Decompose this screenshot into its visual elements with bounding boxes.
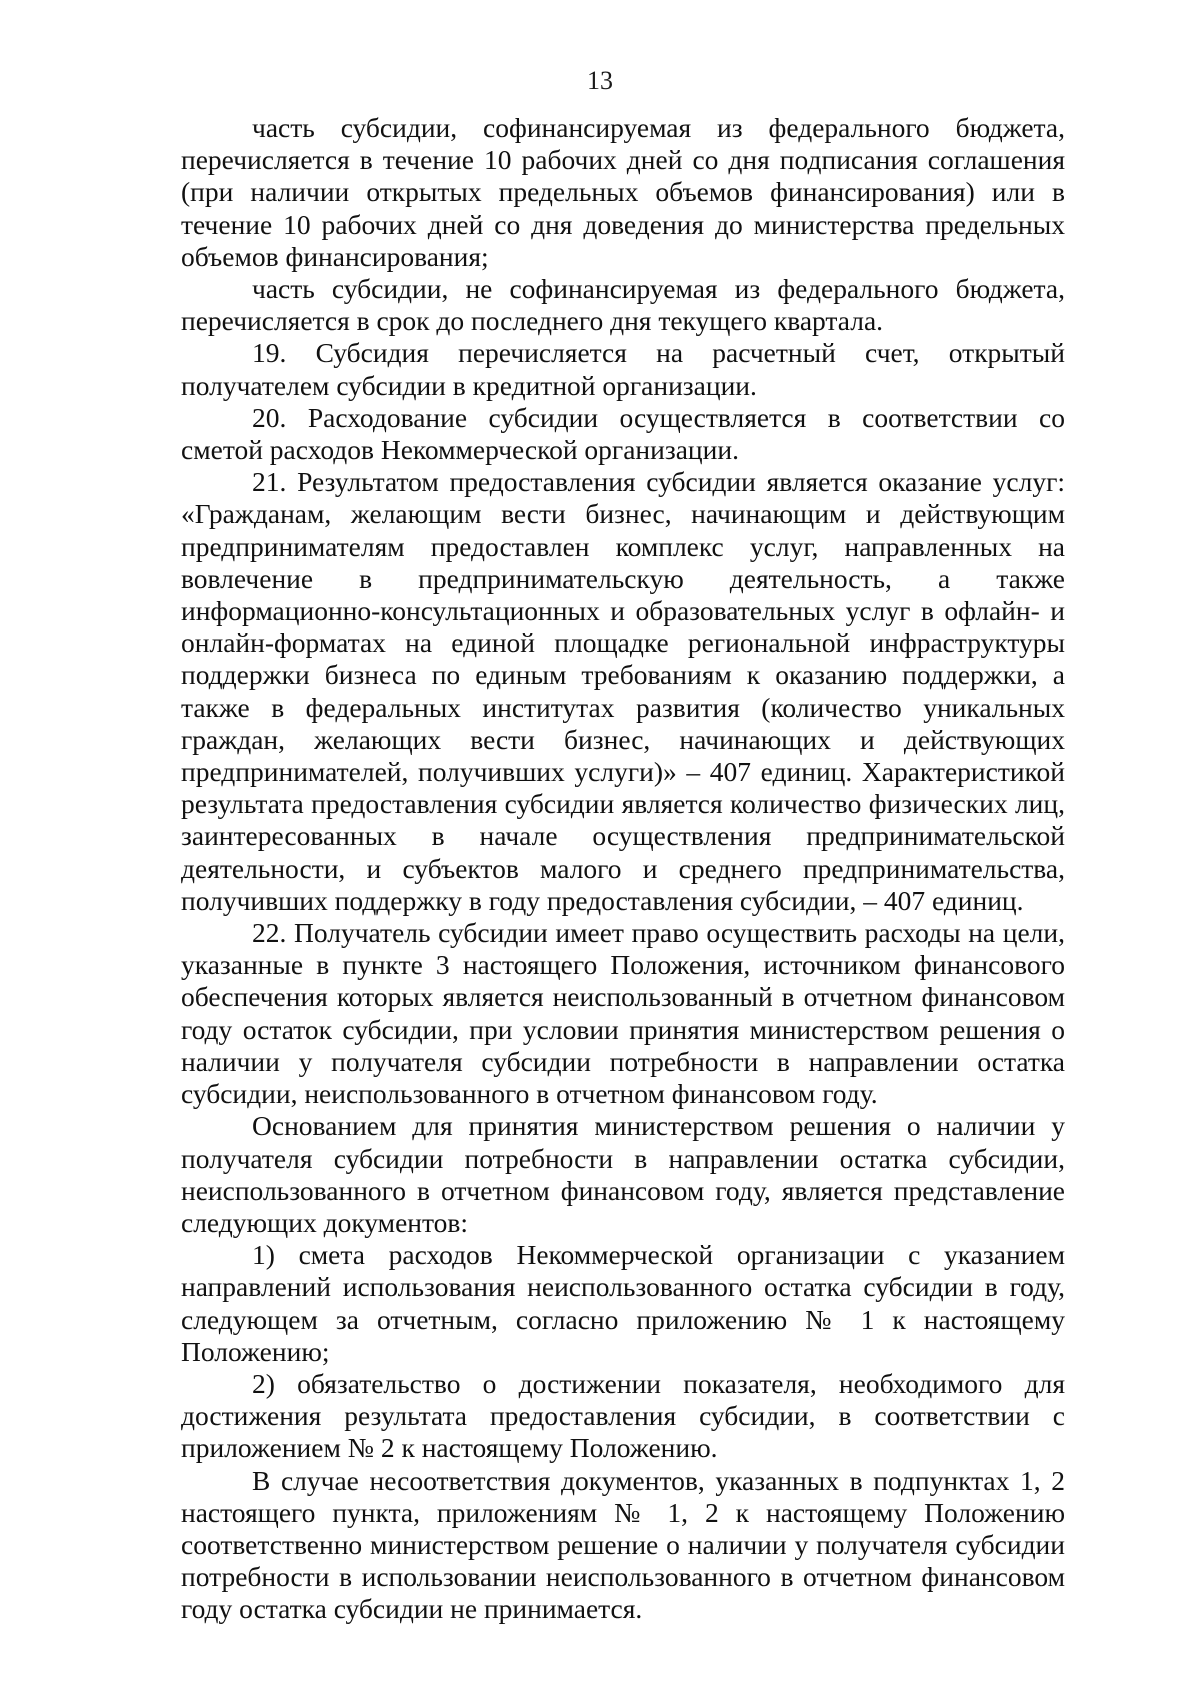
paragraph-basis-for-decision: Основанием для принятия министерством решения о наличии у получателя субсидии потребности в направлении остатка субсидии, неиспользованного в отчетном финансовом году, является представление следующих документов:: [181, 1110, 1065, 1238]
paragraph-item-19: 19. Субсидия перечисляется на расчетный счет, открытый получателем субсидии в кредитной организации.: [181, 337, 1065, 401]
paragraph-noncompliance: В случае несоответствия документов, указанных в подпунктах 1, 2 настоящего пункта, приложениям № 1, 2 к настоящему Положению соответственно министерством решение о наличии у получателя субсидии потребности в использовании неиспользованного в отчетном финансовом году остатка субсидии не принимается.: [181, 1464, 1065, 1625]
paragraph-item-22: 22. Получатель субсидии имеет право осуществить расходы на цели, указанные в пункте 3 настоящего Положения, источником финансового обеспечения которых является неиспользованный в отчетном финансовом году остаток субсидии, при условии принятия министерством решения о наличии у получателя субсидии потребности в направлении остатка субсидии, неиспользованного в отчетном финансовом году.: [181, 917, 1065, 1110]
page-number: 13: [587, 66, 613, 95]
paragraph-document-2: 2) обязательство о достижении показателя, необходимого для достижения результата предоставления субсидии, в соответствии с приложением № 2 к настоящему Положению.: [181, 1367, 1065, 1464]
paragraph-non-cofinanced-part: часть субсидии, не софинансируемая из федерального бюджета, перечисляется в срок до последнего дня текущего квартала.: [181, 273, 1065, 337]
paragraph-item-20: 20. Расходование субсидии осуществляется в соответствии со сметой расходов Некоммерческой организации.: [181, 401, 1065, 466]
paragraph-item-21: 21. Результатом предоставления субсидии является оказание услуг: «Гражданам, желающим вести бизнес, начинающим и действующим предпринимателям предоставлен комплекс услуг, направленных на вовлечение в предпринимательскую деятельность, а также информационно-консультационных и образовательных услуг в офлайн- и онлайн-форматах на единой площадке региональной инфраструктуры поддержки бизнеса по единым требованиям к оказанию поддержки, а также в федеральных институтах развития (количество уникальных граждан, желающих вести бизнес, начинающих и действующих предпринимателей, получивших услуги)» – 407 единиц. Характеристикой результата предоставления субсидии является количество физических лиц, заинтересованных в начале осуществления предпринимательской деятельности, и субъектов малого и среднего предпринимательства, получивших поддержку в году предоставления субсидии, – 407 единиц.: [181, 466, 1065, 916]
paragraph-federal-cofinanced-part: часть субсидии, софинансируемая из федерального бюджета, перечисляется в течение 10 рабочих дней со дня подписания соглашения (при наличии открытых предельных объемов финансирования) или в течение 10 рабочих дней со дня доведения до министерства предельных объемов финансирования;: [181, 112, 1065, 272]
paragraph-document-1: 1) смета расходов Некоммерческой организации с указанием направлений использования неиспользованного остатка субсидии в году, следующем за отчетным, согласно приложению № 1 к настоящему Положению;: [181, 1239, 1065, 1367]
document-body: [181, 112, 1065, 1626]
